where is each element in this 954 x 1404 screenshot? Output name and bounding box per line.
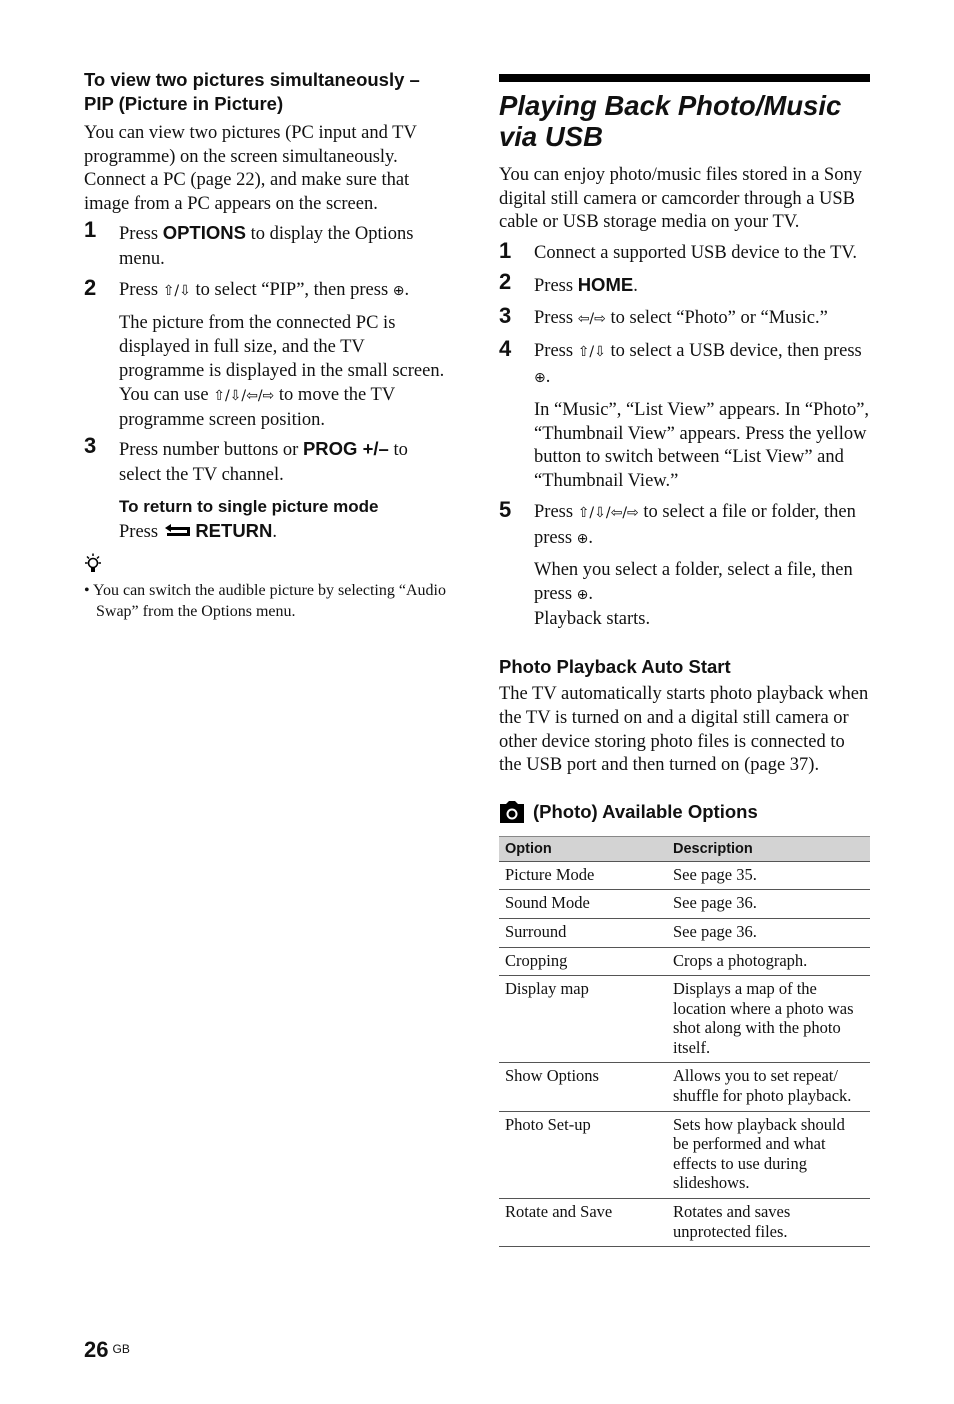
return-heading: To return to single picture mode: [119, 497, 379, 517]
table-row: Show Options Allows you to set repeat/ shuffle for photo playback.: [499, 1063, 870, 1111]
section-title: Playing Back Photo/Music via USB: [499, 90, 842, 152]
usb-step-3: 3 Press ⇦/⇨ to select “Photo” or “Music.”: [499, 302, 828, 328]
left-right-arrows-icon: ⇦/⇨: [577, 310, 606, 327]
return-icon: [163, 524, 191, 538]
four-way-arrows-icon: ⇧/⇩/⇦/⇨: [213, 387, 275, 404]
up-down-arrows-icon: ⇧/⇩: [577, 343, 606, 360]
table-row: Cropping Crops a photograph.: [499, 947, 870, 976]
options-table: [499, 836, 870, 1248]
usb-step-5-note-2: Playback starts.: [534, 608, 651, 629]
tip-note: • You can switch the audible picture by selecting “Audio Swap” from the Options menu.: [84, 582, 446, 621]
tip-icon: [84, 553, 446, 580]
auto-start-text: The TV automatically starts photo playback when the TV is turned on and a digital still camera or other device storing photo files is connected to the USB port and then turned on (page 37).: [499, 684, 869, 776]
up-down-arrows-icon: ⇧/⇩: [162, 283, 191, 300]
enter-button-icon: ⊕: [576, 530, 589, 547]
usb-step-1: 1 Connect a supported USB device to the TV.: [499, 237, 858, 263]
enter-button-icon: ⊕: [534, 369, 546, 386]
usb-intro: You can enjoy photo/music files stored in a Sony digital still camera or camcorder through a USB cable or USB storage media on your TV.: [499, 165, 862, 233]
table-row: Photo Set-up Sets how playback should be performed and what effects to use during slideshows.: [499, 1111, 870, 1198]
table-row: Display map Displays a map of the location where a photo was shot along with the photo itself.: [499, 976, 870, 1063]
four-way-arrows-icon: ⇧/⇩/⇦/⇨: [577, 504, 639, 521]
table-row: Rotate and Save Rotates and saves unprotected files.: [499, 1199, 870, 1247]
table-header-row: [499, 836, 870, 861]
enter-button-icon: ⊕: [392, 283, 405, 300]
options-heading: (Photo) Available Options: [499, 800, 870, 824]
pip-step-3: 3 Press number buttons or PROG +/– to select the TV channel.: [84, 433, 408, 486]
column-header-option: Option: [499, 836, 667, 861]
table-row: Surround See page 36.: [499, 918, 870, 947]
usb-step-2: 2 Press HOME.: [499, 268, 638, 296]
return-instruction: Press RETURN.: [119, 520, 278, 543]
pip-intro: You can view two pictures (PC input and TV programme) on the screen simultaneously. Connect a PC (page 22), and make sure that image from a PC appears on the screen.: [84, 123, 417, 214]
usb-step-5-note: When you select a folder, select a file, then press ⊕.: [534, 559, 853, 604]
usb-step-4-note: In “Music”, “List View” appears. In “Photo”, “Thumbnail View” appears. Press the yellow button to switch between “List View” and “Thumbnail View.”: [534, 399, 870, 492]
pip-step-2-note-2: You can use ⇧/⇩/⇦/⇨ to move the TV programme screen position.: [119, 384, 395, 430]
table-row: Sound Mode See page 36.: [499, 890, 870, 919]
left-column: [84, 68, 446, 622]
usb-step-5: 5 Press ⇧/⇩/⇦/⇨ to select a file or folder, then press ⊕.: [499, 496, 856, 548]
column-header-description: Description: [667, 836, 870, 861]
right-column: [499, 74, 870, 1247]
pip-step-2-note: The picture from the connected PC is displayed in full size, and the TV programme is displayed in the small screen.: [119, 313, 445, 381]
pip-heading: To view two pictures simultaneously – PIP (Picture in Picture): [84, 69, 420, 114]
usb-step-4: 4 Press ⇧/⇩ to select a USB device, then press ⊕.: [499, 335, 862, 387]
enter-button-icon: ⊕: [576, 586, 589, 603]
page-number: 26 GB: [84, 1337, 130, 1362]
auto-start-heading: Photo Playback Auto Start: [499, 656, 731, 678]
section-rule: [499, 74, 870, 82]
table-row: Picture Mode See page 35.: [499, 861, 870, 890]
camera-icon: [499, 801, 525, 823]
pip-step-1: 1 Press OPTIONS to display the Options menu.: [84, 217, 414, 270]
pip-step-2: 2 Press ⇧/⇩ to select “PIP”, then press ⊕.: [84, 275, 410, 301]
